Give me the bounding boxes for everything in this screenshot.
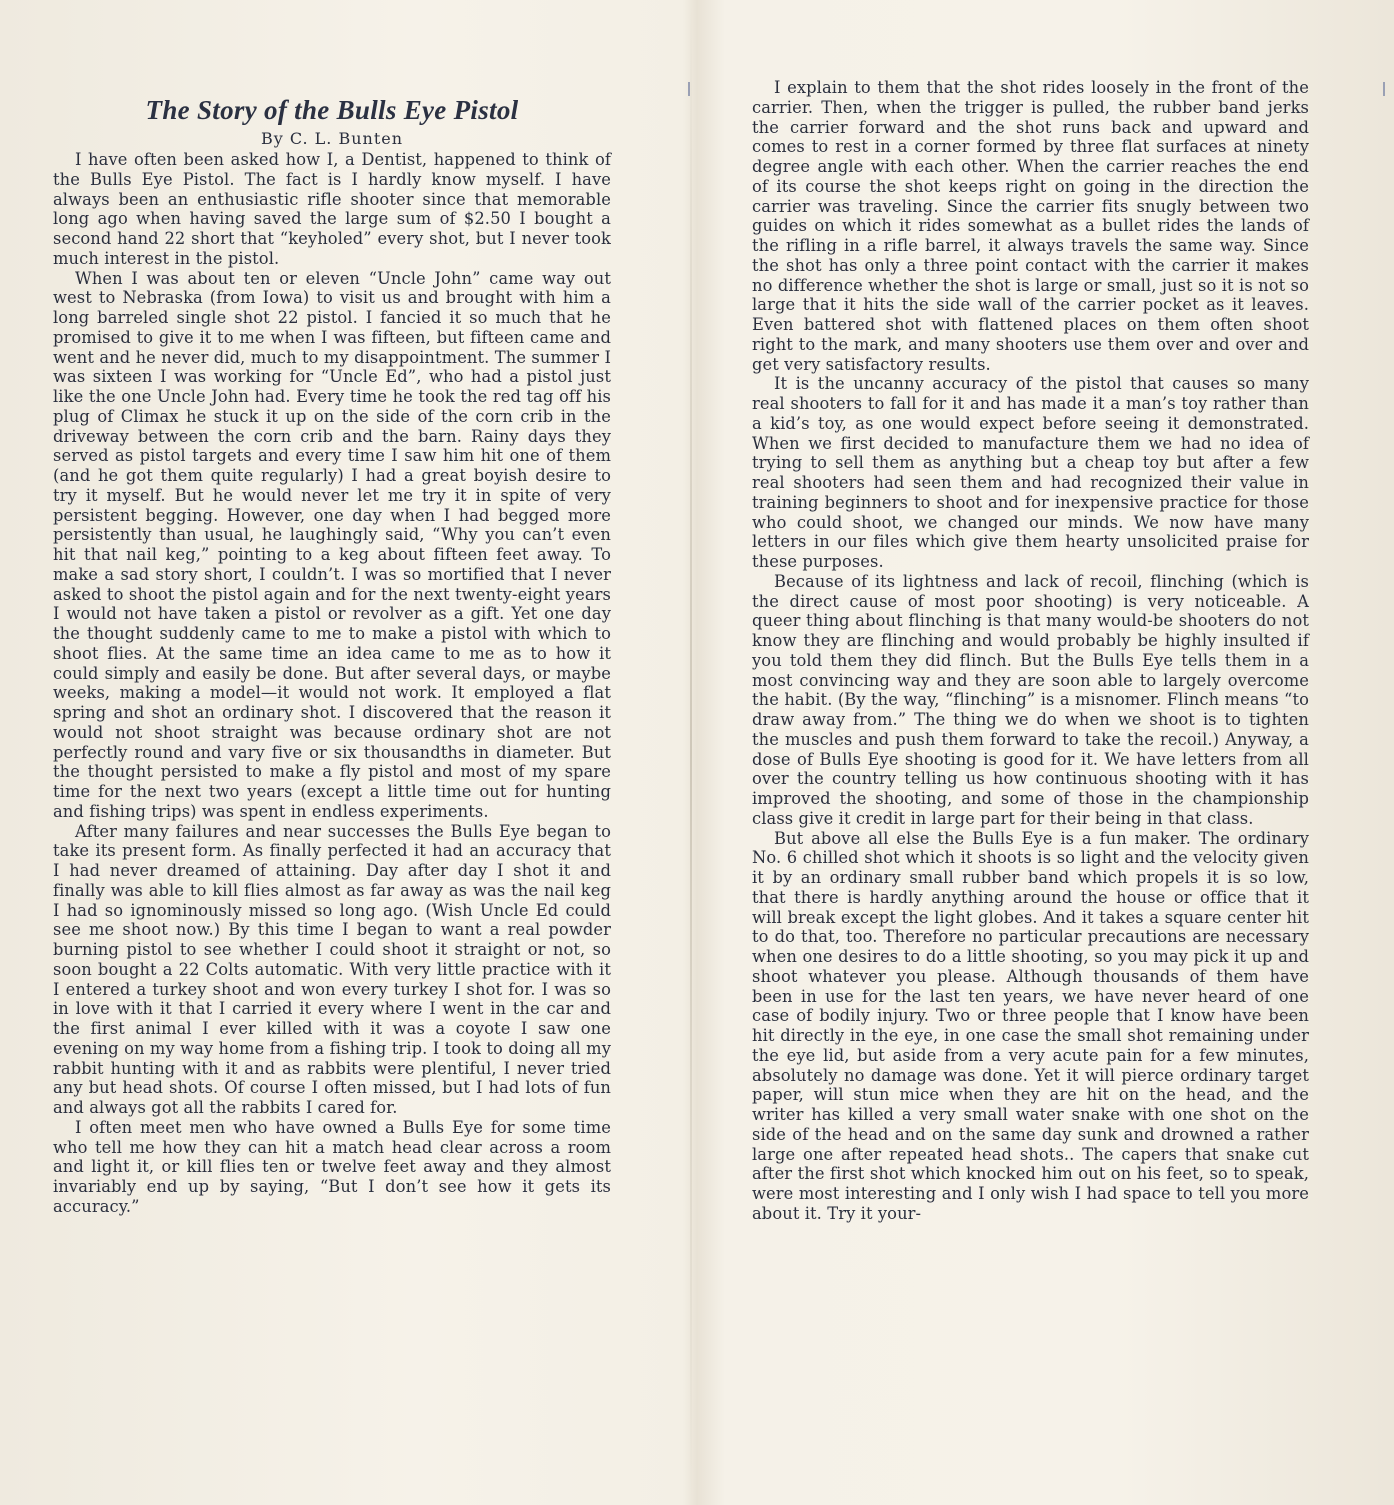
right-column	[752, 78, 1309, 1224]
paragraph: Because of its lightness and lack of recoil, flinching (which is the direct cause of most poor shooting) is very noticeable. A queer thing about flinching is that many would-be shooters do not know they are flinching and would probably be highly insulted if you told them they did flinch. But the Bulls Eye tells them in a most convincing way and they are soon able to largely overcome the habit. (By the way, “flinching” is a misnomer. Flinch means “to draw away from.” The thing we do when we shoot is to tighten the muscles and push them forward to take the recoil.) Anyway, a dose of Bulls Eye shooting is good for it. We have letters from all over the country telling us how continuous shooting with it has improved the shooting, and some of those in the championship class give it credit in large part for their being in that class.	[752, 571, 1309, 828]
paragraph: I explain to them that the shot rides loosely in the front of the carrier. Then, when the trigger is pulled, the rubber band jerks the carrier forward and the shot runs back and upward and comes to rest in a corner formed by three flat surfaces at ninety degree angle with each other. When the carrier reaches the end of its course the shot keeps right on going in the direction the carrier was traveling. Since the carrier fits snugly between two guides on which it rides somewhat as a bullet rides the lands of the rifling in a rifle barrel, it always travels the same way. Since the shot has only a three point contact with the carrier it makes no difference whether the shot is large or small, just so it is not so large that it hits the side wall of the carrier pocket as it leaves. Even battered shot with flattened places on them often shoot right to the mark, and many shooters use them over and over and get very satisfactory results.	[752, 78, 1309, 374]
article-byline: By C. L. Bunten	[260, 129, 404, 148]
paragraph: I have often been asked how I, a Dentist, happened to think of the Bulls Eye Pistol. The fact is I hardly know myself. I have always been an enthusiastic rifle shooter since that memorable long ago when having saved the large sum of $2.50 I bought a second hand 22 short that “keyholed” every shot, but I never took much interest in the pistol.	[53, 150, 611, 268]
paragraph: I often meet men who have owned a Bulls Eye for some time who tell me how they can hit a match head clear across a room and light it, or kill flies ten or twelve feet away and they almost invariably end up by saying, “But I don’t see how it gets its accuracy.”	[53, 1117, 611, 1216]
article-title: The Story of the Bulls Eye Pistol	[145, 95, 519, 125]
paragraph: When I was about ten or eleven “Uncle John” came way out west to Nebraska (from Iowa) to visit us and brought with him a long barreled single shot 22 pistol. I fancied it so much that he promised to give it to me when I was fifteen, but fifteen came and went and he never did, much to my disappointment. The summer I was sixteen I was working for “Uncle Ed”, who had a pistol just like the one Uncle John had. Every time he took the red tag off his plug of Climax he stuck it up on the side of the corn crib in the driveway between the corn crib and the barn. Rainy days they served as pistol targets and every time I saw him hit one of them (and he got them quite regularly) I had a great boyish desire to try it myself. But he would never let me try it in spite of very persistent begging. However, one day when I had begged more persistently than usual, he laughingly said, “Why you can’t even hit that nail keg,” pointing to a keg about fifteen feet away. To make a sad story short, I couldn’t. I was so mortified that I never asked to shoot the pistol again and for the next twenty-eight years I would not have taken a pistol or revolver as a gift. Yet one day the thought suddenly came to me to make a pistol with which to shoot flies. At the same time an idea came to me as to how it could simply and easily be done. But after several days, or maybe weeks, making a model—it would not work. It employed a flat spring and shot an ordinary shot. I discovered that the reason it would not shoot straight was because ordinary shot are not perfectly round and vary five or six thousandths in diameter. But the thought persisted to make a fly pistol and most of my spare time for the next two years (except a little time out for hunting and fishing trips) was spent in endless experiments.	[53, 268, 611, 821]
left-column	[53, 92, 611, 1217]
fold-mark-left	[688, 82, 690, 96]
paragraph: But above all else the Bulls Eye is a fun maker. The ordinary No. 6 chilled shot which it shoots is so light and the velocity given it by an ordinary small rubber band which propels it is so low, that there is hardly anything around the house or office that it will break except the light globes. And it takes a square center hit to do that, too. Therefore no particular precautions are necessary when one desires to do a little shooting, so you may pick it up and shoot whatever you please. Although thousands of them have been in use for the last ten years, we have never heard of one case of bodily injury. Two or three people that I know have been hit directly in the eye, in one case the small shot remaining under the eye lid, but aside from a very acute pain for a few minutes, absolutely no damage was done. Yet it will pierce ordinary target paper, will stun mice when they are hit on the head, and the writer has killed a very small water snake with one shot on the side of the head and on the same day sunk and drowned a rather large one after repeated head shots.. The capers that snake cut after the first shot which knocked him out on his feet, so to speak, were most interesting and I only wish I had space to tell you more about it. Try it your-	[752, 828, 1309, 1223]
paragraph: After many failures and near successes the Bulls Eye began to take its present form. As finally perfected it had an accuracy that I had never dreamed of attaining. Day after day I shot it and finally was able to kill flies almost as far away as was the nail keg I had so ignominously missed so long ago. (Wish Uncle Ed could see me shoot now.) By this time I began to want a real powder burning pistol to see whether I could shoot it straight or not, so soon bought a 22 Colts automatic. With very little practice with it I entered a turkey shoot and won every turkey I shot for. I was so in love with it that I carried it every where I went in the car and the first animal I ever killed with it was a coyote I saw one evening on my way home from a fishing trip. I took to doing all my rabbit hunting with it and as rabbits were plentiful, I never tried any but head shots. Of course I often missed, but I had lots of fun and always got all the rabbits I cared for.	[53, 821, 611, 1117]
fold-mark-right	[1383, 82, 1385, 96]
paragraph: It is the uncanny accuracy of the pistol that causes so many real shooters to fall for it and has made it a man’s toy rather than a kid’s toy, as one would expect before seeing it demonstrated. When we first decided to manufacture them we had no idea of trying to sell them as anything but a cheap toy but after a few real shooters had seen them and had recognized their value in training beginners to shoot and for inexpensive practice for those who could shoot, we changed our minds. We now have many letters in our files which give them hearty unsolicited praise for these purposes.	[752, 374, 1309, 571]
center-fold	[690, 0, 692, 1505]
